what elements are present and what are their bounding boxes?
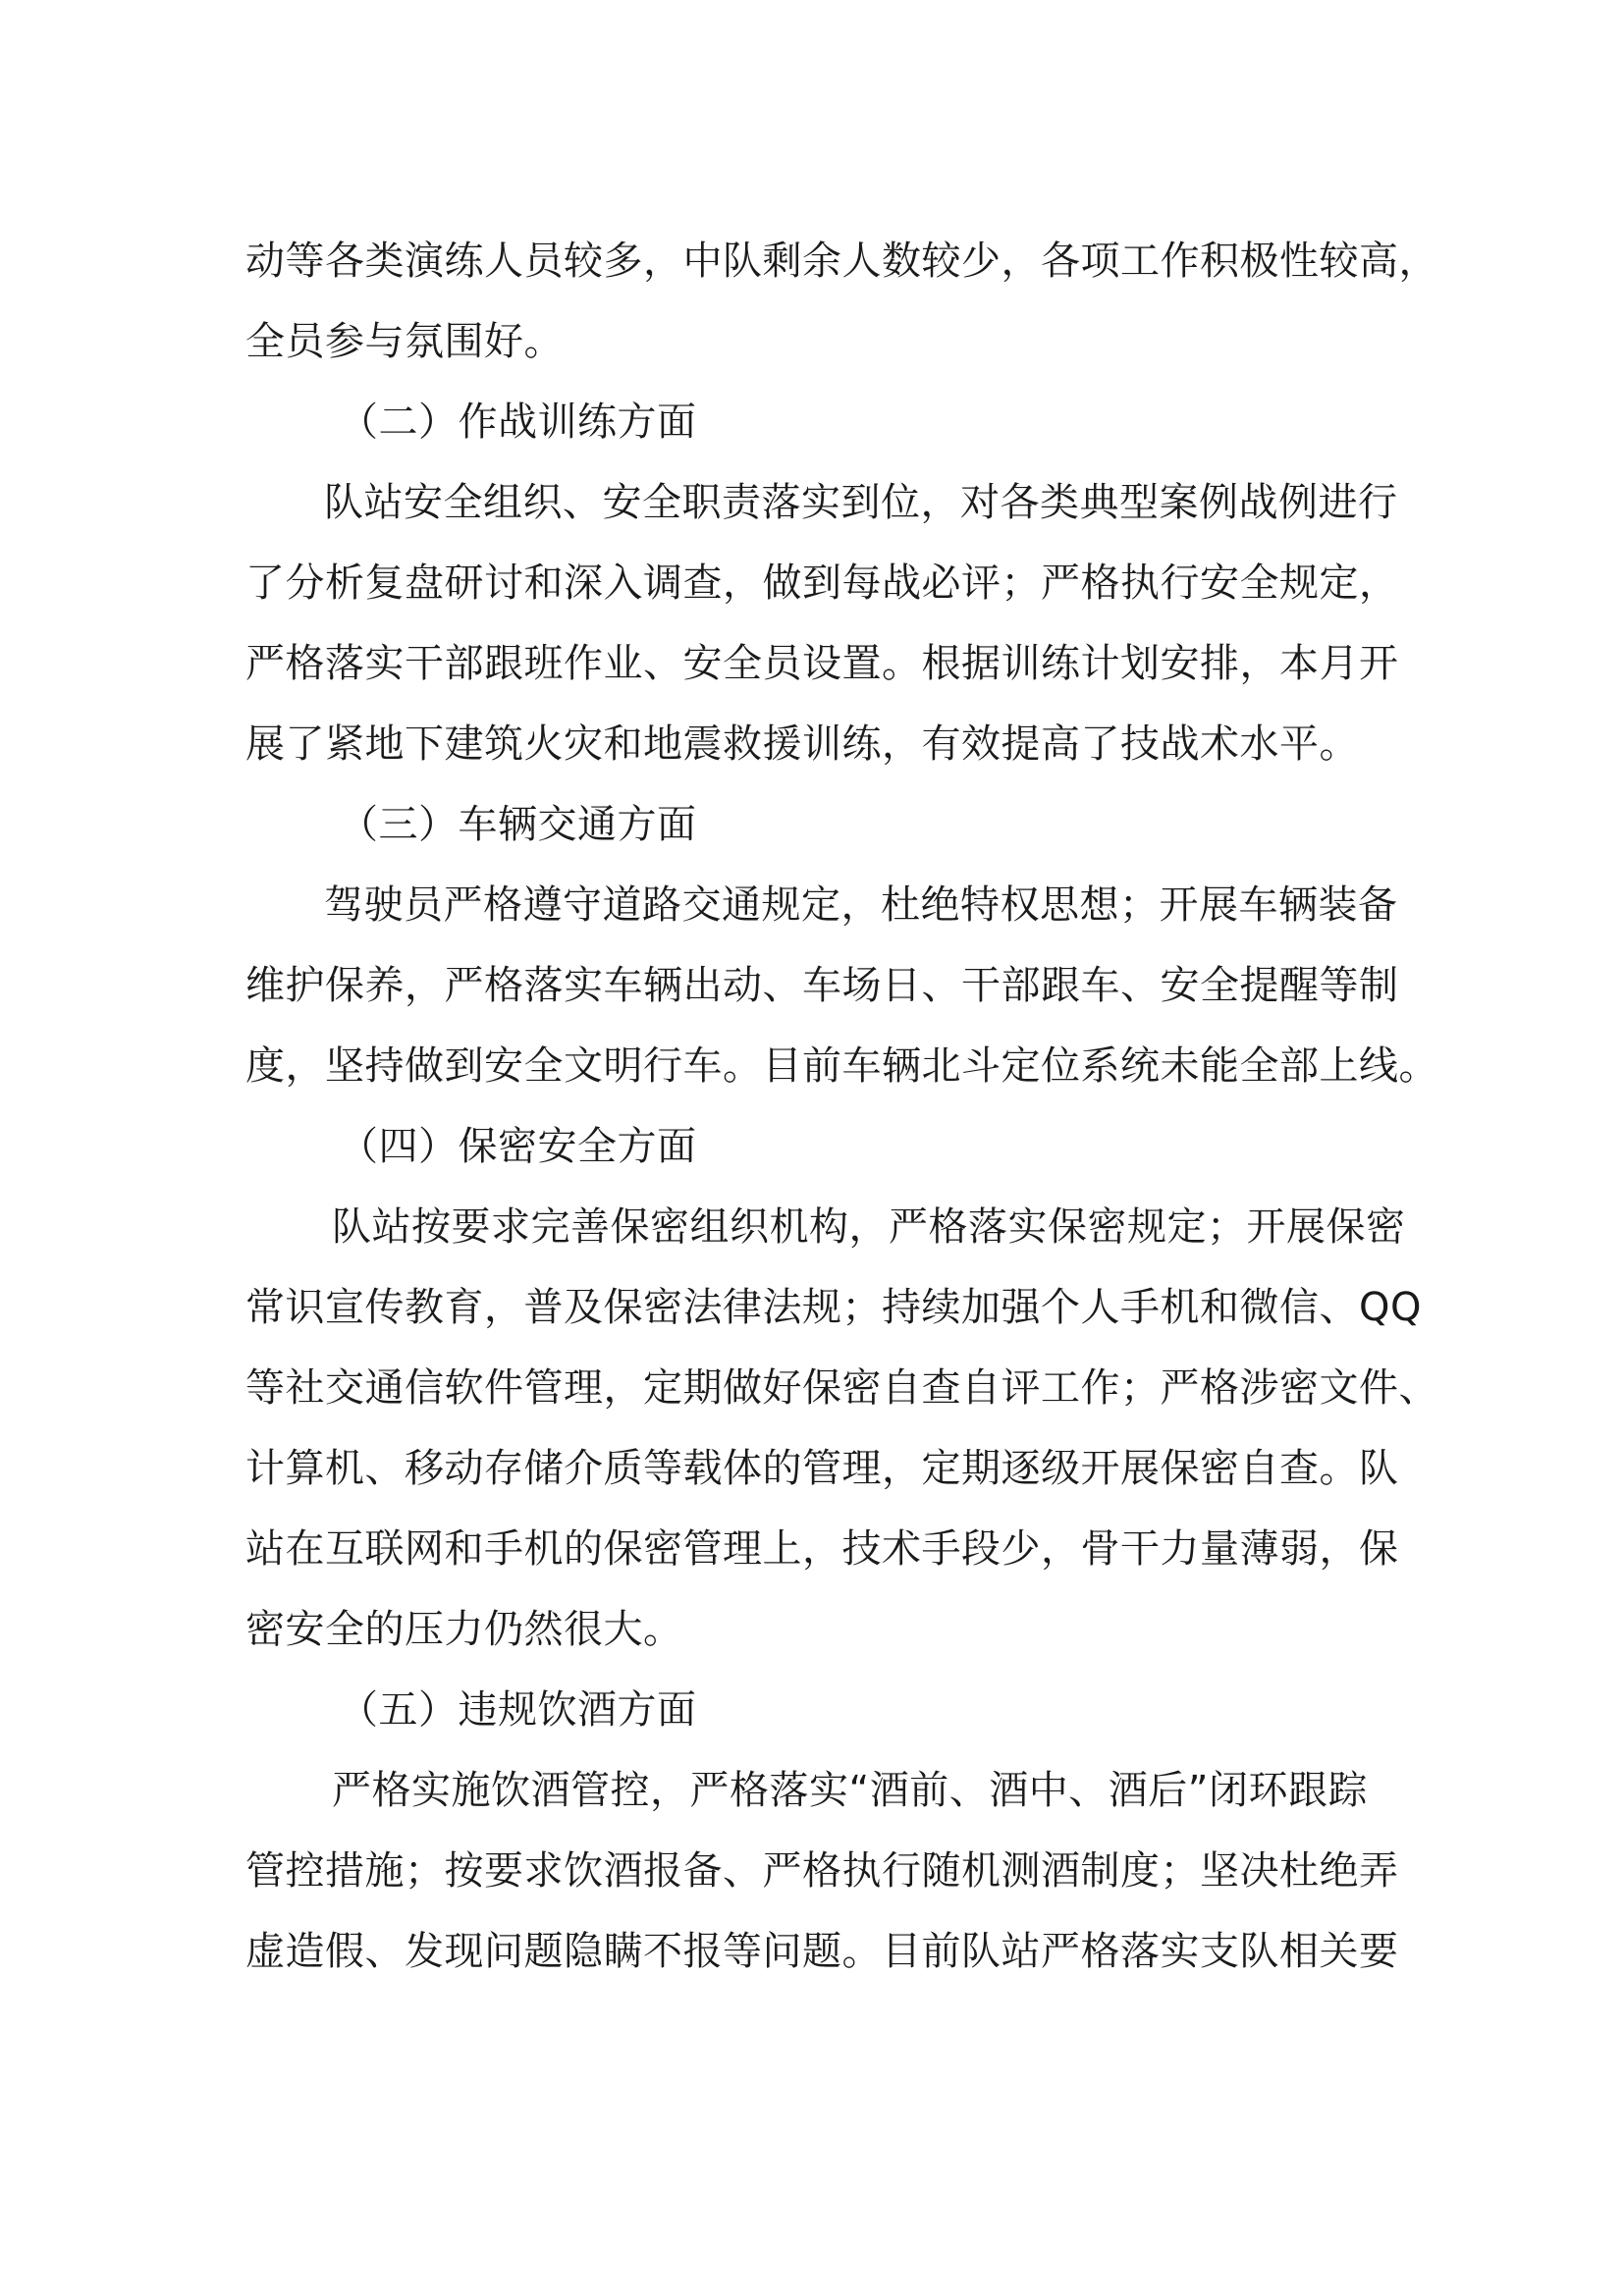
body-line: 虚造假、发现问题隐瞒不报等问题。目前队站严格落实支队相关要 xyxy=(245,1929,1399,1974)
document-body xyxy=(245,221,1438,1992)
paragraph-first-line: 驾驶员严格遵守道路交通规定，杜绝特权思想；开展车辆装备 xyxy=(324,882,1398,928)
body-line: 度，坚持做到安全文明行车。目前车辆北斗定位系统未能全部上线。 xyxy=(245,1043,1438,1089)
body-line: 全员参与氛围好。 xyxy=(245,319,564,364)
body-line: 展了紧地下建筑火灾和地震救援训练，有效提高了技战术水平。 xyxy=(245,721,1359,767)
body-line: 等社交通信软件管理，定期做好保密自查自评工作；严格涉密文件、 xyxy=(245,1365,1438,1411)
body-line: 了分析复盘研讨和深入调查，做到每战必评；严格执行安全规定， xyxy=(245,561,1399,606)
section-heading-4: （四）保密安全方面 xyxy=(339,1124,697,1169)
body-line: 管控措施；按要求饮酒报备、严格执行随机测酒制度；坚决杜绝弄 xyxy=(245,1848,1399,1894)
paragraph-first-line: 队站按要求完善保密组织机构，严格落实保密规定；开展保密 xyxy=(332,1204,1406,1250)
body-line: 密安全的压力仍然很大。 xyxy=(245,1607,683,1652)
paragraph-first-line: 队站安全组织、安全职责落实到位，对各类典型案例战例进行 xyxy=(324,480,1398,525)
paragraph-first-line: 严格实施饮酒管控，严格落实“酒前、酒中、酒后”闭环跟踪 xyxy=(332,1768,1368,1813)
section-heading-5: （五）违规饮酒方面 xyxy=(339,1687,697,1733)
body-line: 计算机、移动存储介质等载体的管理，定期逐级开展保密自查。队 xyxy=(245,1446,1399,1491)
body-line: 常识宣传教育，普及保密法律法规；持续加强个人手机和微信、QQ xyxy=(245,1285,1422,1330)
body-line: 站在互联网和手机的保密管理上，技术手段少，骨干力量薄弱，保 xyxy=(245,1526,1399,1572)
body-line: 动等各类演练人员较多，中队剩余人数较少，各项工作积极性较高， xyxy=(245,239,1438,284)
body-line: 维护保养，严格落实车辆出动、车场日、干部跟车、安全提醒等制 xyxy=(245,963,1399,1008)
body-line: 严格落实干部跟班作业、安全员设置。根据训练计划安排，本月开 xyxy=(245,641,1399,686)
section-heading-3: （三）车辆交通方面 xyxy=(339,802,697,847)
section-heading-2: （二）作战训练方面 xyxy=(339,400,697,445)
